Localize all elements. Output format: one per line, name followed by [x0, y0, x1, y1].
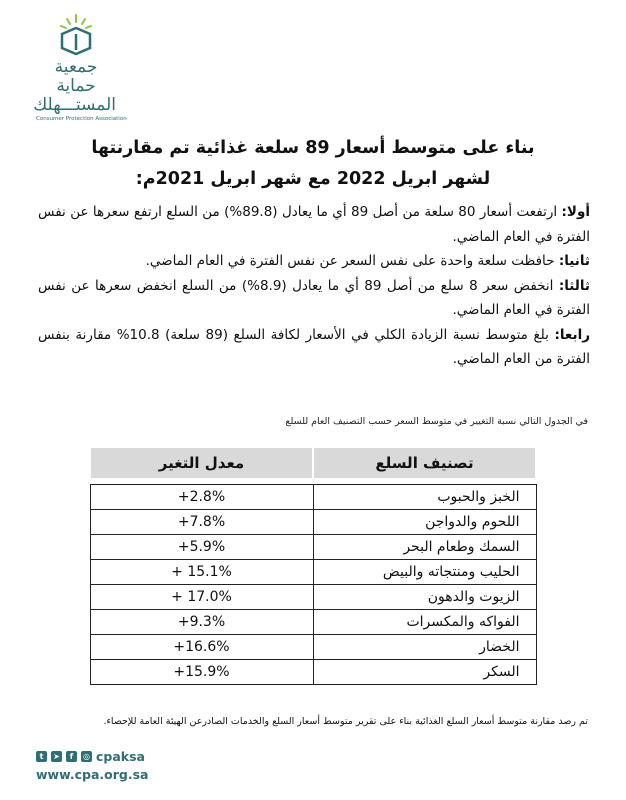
logo-arabic-line1: جمعية حماية — [54, 57, 98, 96]
logo-arabic-line2: المستـــهلك — [33, 95, 116, 115]
row-category: الحليب ومنتجاته والبيض — [313, 560, 536, 585]
telegram-icon[interactable]: ➤ — [51, 751, 62, 762]
row-change: +2.8% — [90, 485, 313, 510]
row-category: الخبز والحبوب — [313, 485, 536, 510]
finding-4 — [38, 323, 590, 372]
logo-emblem-icon — [53, 12, 99, 58]
website-row — [36, 765, 148, 783]
row-category: السكر — [313, 660, 536, 685]
finding-1-text: ارتفعت أسعار 80 سلعة من أصل 89 أي ما يعادل (89.8%) من السلع ارتفع سعرها عن نفس الفترة في العام الماضي. — [38, 204, 590, 245]
finding-3-text: انخفض سعر 8 سلع من أصل 89 أي ما يعادل (8.9%) من السلع انخفض سعرها عن نفس الفترة في العام الماضي. — [38, 277, 590, 318]
facebook-icon[interactable]: f — [66, 751, 77, 762]
finding-3 — [38, 274, 590, 323]
table-row — [90, 535, 536, 560]
table-header-row — [90, 447, 536, 479]
table-row — [90, 635, 536, 660]
row-change: +16.6% — [90, 635, 313, 660]
table-row — [90, 510, 536, 535]
finding-3-label: ثالثا: — [558, 277, 590, 294]
table-row — [90, 585, 536, 610]
table-note: في الجدول التالي نسبة التغيير في متوسط السعر حسب التصنيف العام للسلع — [285, 416, 588, 427]
logo-english: Consumer Protection Association — [36, 116, 127, 122]
instagram-icon[interactable]: ◎ — [81, 751, 92, 762]
finding-1 — [38, 200, 590, 249]
social-row — [36, 747, 148, 765]
twitter-icon[interactable]: t — [36, 751, 47, 762]
finding-2-label: ثانيا: — [558, 253, 590, 269]
row-change: +9.3% — [90, 610, 313, 635]
row-category: الخضار — [313, 635, 536, 660]
logo — [33, 12, 127, 122]
row-change: + 17.0% — [90, 585, 313, 610]
finding-4-text: بلغ متوسط نسبة الزيادة الكلي في الأسعار لكافة السلع (89 سلعة) 10.8% مقارنة بنفس الفترة من العام الماضي. — [38, 326, 590, 367]
row-category: الفواكه والمكسرات — [313, 610, 536, 635]
table-row — [90, 610, 536, 635]
heading-line1: بناء على متوسط أسعار 89 سلعة غذائية تم مقارنتها — [91, 138, 535, 158]
table-row — [90, 485, 536, 510]
footnote: تم رصد مقارنة متوسط أسعار السلع الغذائية بناء على تقرير متوسط أسعار السلع والخدمات الصادرعن الهيئة العامة للإحصاء. — [103, 716, 588, 727]
finding-2-text: حافظت سلعة واحدة على نفس السعر عن نفس الفترة في العام الماضي. — [145, 253, 559, 269]
website-link[interactable]: www.cpa.org.sa — [36, 766, 149, 782]
row-category: السمك وطعام البحر — [313, 535, 536, 560]
row-change: + 15.1% — [90, 560, 313, 585]
finding-4-label: رابعا: — [554, 326, 590, 343]
social-footer — [36, 747, 148, 783]
row-change: +5.9% — [90, 535, 313, 560]
heading-line2: لشهر ابريل 2022 مع شهر ابريل 2021م: — [135, 169, 491, 189]
price-change-table — [89, 446, 537, 685]
row-category: اللحوم والدواجن — [313, 510, 536, 535]
row-category: الزيوت والدهون — [313, 585, 536, 610]
page-heading — [0, 133, 626, 195]
header-change: معدل التغير — [90, 447, 313, 479]
table-row — [90, 560, 536, 585]
row-change: +15.9% — [90, 660, 313, 685]
findings — [38, 200, 590, 372]
row-change: +7.8% — [90, 510, 313, 535]
header-category: تصنيف السلع — [313, 447, 536, 479]
social-handle[interactable]: cpaksa — [96, 748, 145, 764]
finding-2 — [38, 249, 590, 274]
finding-1-label: أولا: — [561, 204, 590, 220]
table-row — [90, 660, 536, 685]
